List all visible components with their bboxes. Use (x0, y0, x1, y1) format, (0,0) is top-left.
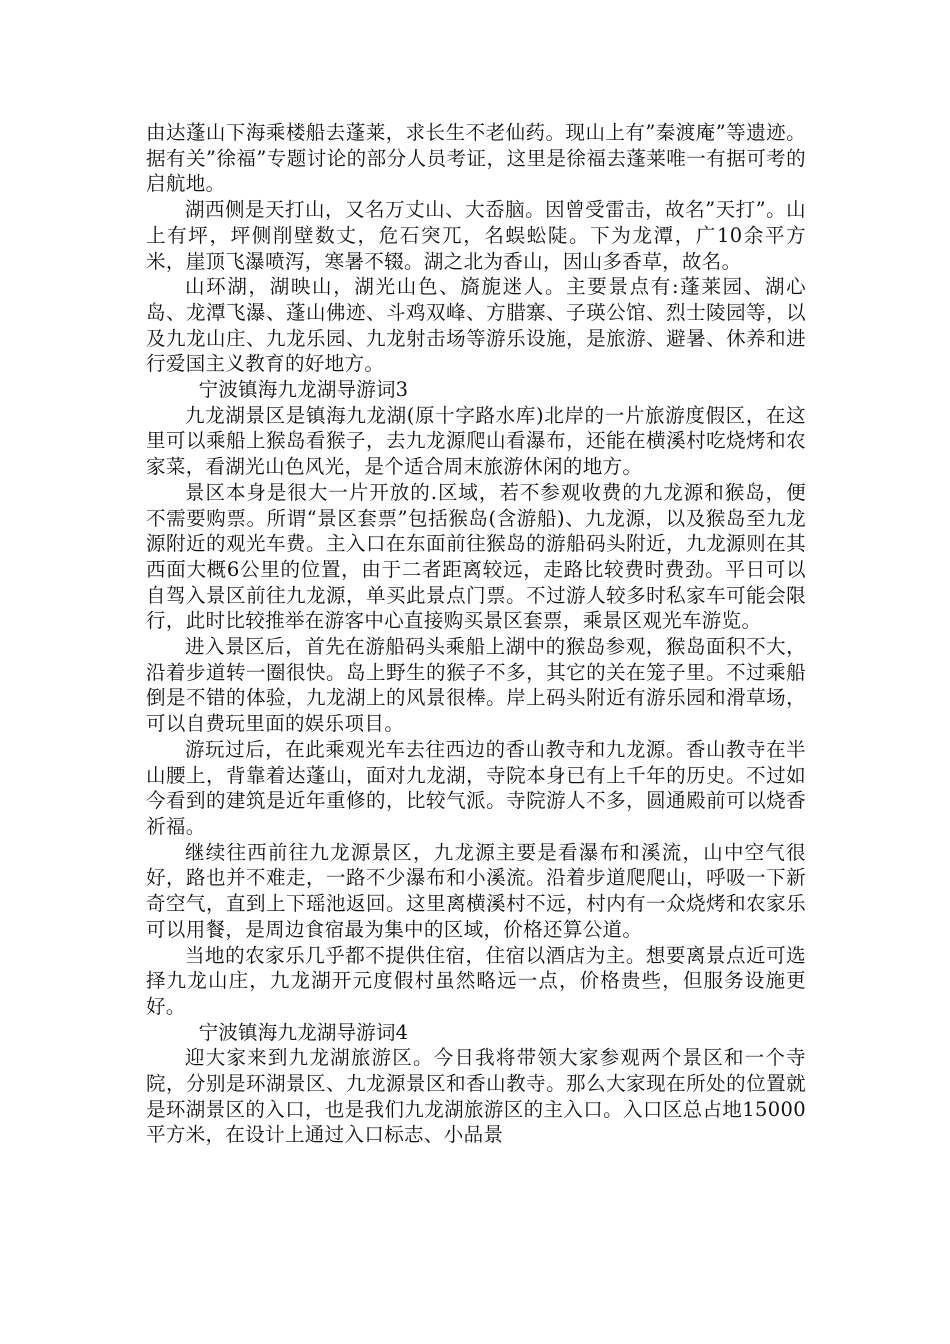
paragraph-main-attractions: 山环湖，湖映山，湖光山色、旖旎迷人。主要景点有:蓬莱园、湖心岛、龙潭飞瀑、蓬山佛迹、斗鸡双峰、方腊寨、子瑛公馆、烈士陵园等，以及九龙山庄、九龙乐园、九龙射击场等游乐设施，是旅游、避暑、休养和进行爱国主义教育的好地方。 (146, 275, 806, 376)
paragraph-welcome: 迎大家来到九龙湖旅游区。今日我将带领大家参观两个景区和一个寺院，分别是环湖景区、九龙源景区和香山教寺。那么大家现在所处的位置就是环湖景区的入口，也是我们九龙湖旅游区的主入口。入口区总占地15000平方米，在设计上通过入口标志、小品景 (146, 1046, 806, 1147)
paragraph-xiangshan-temple: 游玩过后，在此乘观光车去往西边的香山教寺和九龙源。香山教寺在半山腰上，背靠着达蓬山，面对九龙湖，寺院本身已有上千年的历史。不过如今看到的建筑是近年重修的，比较气派。寺院游人不多，圆通殿前可以烧香祈福。 (146, 737, 806, 838)
paragraph-jiulongyuan: 继续往西前往九龙源景区，九龙源主要是看瀑布和溪流，山中空气很好，路也并不难走，一路不少瀑布和小溪流。沿着步道爬爬山，呼吸一下新奇空气，直到上下瑶池返回。这里离横溪村不远，村内有一众烧烤和农家乐可以用餐，是周边食宿最为集中的区域，价格还算公道。 (146, 840, 806, 941)
paragraph-accommodation: 当地的农家乐几乎都不提供住宿，住宿以酒店为主。想要离景点近可选择九龙山庄，九龙湖开元度假村虽然略远一点，价格贵些，但服务设施更好。 (146, 943, 806, 1018)
document-body (146, 120, 806, 1148)
paragraph-tianda-mountain: 湖西侧是天打山，又名万丈山、大岙脑。因曾受雷击，故名”天打”。山上有坪，坪侧削壁数丈，危石突兀，名蜈蚣陡。下为龙潭，广10余平方米，崖顶飞瀑喷泻，寒暑不辍。湖之北为香山，因山多香草，故名。 (146, 198, 806, 273)
section-heading-3: 宁波镇海九龙湖导游词3 (198, 378, 409, 402)
paragraph-monkey-island: 进入景区后，首先在游船码头乘船上湖中的猴岛参观，猴岛面积不大，沿着步道转一圈很快。岛上野生的猴子不多，其它的关在笼子里。不过乘船倒是不错的体验，九龙湖上的风景很棒。岸上码头附近有游乐园和滑草场，可以自费玩里面的娱乐项目。 (146, 635, 806, 736)
section-heading-4: 宁波镇海九龙湖导游词4 (198, 1020, 409, 1044)
paragraph-tickets: 景区本身是很大一片开放的.区域，若不参观收费的九龙源和猴岛，便不需要购票。所谓“景区套票”包括猴岛(含游船)、九龙源，以及猴岛至九龙源附近的观光车费。主入口在东面前往猴岛的游船码头附近，九龙源则在其西面大概6公里的位置，由于二者距离较远，走路比较费时费劲。平日可以自驾入景区前往九龙源，单买此景点门票。不过游人较多时私家车可能会限行，此时比较推举在游客中心直接购买景区套票，乘景区观光车游览。 (146, 480, 806, 633)
paragraph-xu-fu-continued: 由达蓬山下海乘楼船去蓬莱，求长生不老仙药。现山上有”秦渡庵”等遗迹。据有关”徐福”专题讨论的部分人员考证，这里是徐福去蓬莱唯一有据可考的启航地。 (146, 121, 806, 196)
paragraph-scenic-area-intro: 九龙湖景区是镇海九龙湖(原十字路水库)北岸的一片旅游度假区，在这里可以乘船上猴岛看猴子，去九龙源爬山看瀑布，还能在横溪村吃烧烤和农家菜，看湖光山色风光，是个适合周末旅游休闲的地方。 (146, 403, 806, 479)
